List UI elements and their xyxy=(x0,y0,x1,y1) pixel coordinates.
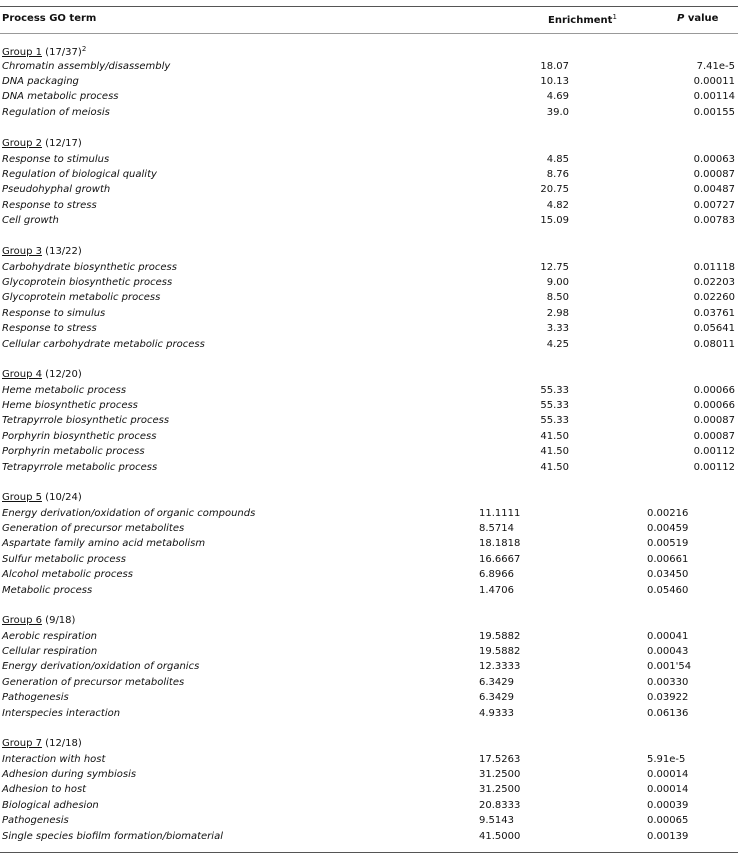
p-value-label: value xyxy=(684,13,719,24)
table-row xyxy=(0,569,738,584)
p-value-cell: 0.00112 xyxy=(693,461,735,473)
table-top-rule xyxy=(0,6,738,7)
group-name: Group 4 xyxy=(2,369,42,380)
enrichment-cell: 20.75 xyxy=(540,184,569,196)
go-term-cell: Tetrapyrrole biosynthetic process xyxy=(2,415,170,427)
group-count: (17/37) xyxy=(42,47,82,58)
group-header-row xyxy=(0,369,738,384)
enrichment-cell: 11.1111 xyxy=(479,507,521,519)
go-term-cell: Cellular carbohydrate metabolic process xyxy=(2,338,205,350)
enrichment-cell: 6.3429 xyxy=(479,692,514,704)
p-value-cell: 0.01118 xyxy=(693,261,735,273)
table-row xyxy=(0,76,738,91)
enrichment-cell: 10.13 xyxy=(540,75,569,87)
go-term-cell: Glycoprotein metabolic process xyxy=(2,292,161,304)
go-term-cell: Pseudohyphal growth xyxy=(2,184,111,196)
go-term-cell: Heme metabolic process xyxy=(2,384,127,396)
go-term-cell: Generation of precursor metabolites xyxy=(2,676,185,688)
group-count: (12/17) xyxy=(42,138,82,149)
table-row xyxy=(0,831,738,846)
group-header-row xyxy=(0,246,738,261)
go-term-cell: Sulfur metabolic process xyxy=(2,553,126,565)
enrichment-cell: 8.50 xyxy=(546,292,569,304)
go-term-cell: DNA metabolic process xyxy=(2,91,119,103)
enrichment-cell: 16.6667 xyxy=(479,553,521,565)
group-count: (10/24) xyxy=(42,492,82,503)
column-header-p-value xyxy=(677,13,718,24)
p-value-cell: 0.001'54 xyxy=(647,661,692,673)
go-term-cell: Cellular respiration xyxy=(2,645,98,657)
go-term-cell: Chromatin assembly/disassembly xyxy=(2,60,171,72)
group-label xyxy=(2,738,82,749)
go-term-cell: Regulation of meiosis xyxy=(2,106,110,118)
p-value-cell: 0.05460 xyxy=(647,584,689,596)
go-term-cell: Energy derivation/oxidation of organics xyxy=(2,661,200,673)
p-value-cell: 0.00011 xyxy=(693,75,735,87)
table-row xyxy=(0,554,738,569)
go-term-cell: Pathogenesis xyxy=(2,692,69,704)
enrichment-cell: 12.75 xyxy=(540,261,569,273)
p-value-cell: 7.41e-5 xyxy=(696,60,735,72)
table-row xyxy=(0,446,738,461)
p-value-cell: 0.00066 xyxy=(693,384,735,396)
group-label xyxy=(2,246,82,257)
table-row xyxy=(0,400,738,415)
enrichment-cell: 19.5882 xyxy=(479,630,521,642)
p-italic: P xyxy=(677,13,685,24)
table-row xyxy=(0,169,738,184)
group-label xyxy=(2,138,82,149)
group-name: Group 7 xyxy=(2,738,42,749)
enrichment-cell: 4.69 xyxy=(546,91,569,103)
enrichment-cell: 4.85 xyxy=(546,153,569,165)
p-value-cell: 0.00727 xyxy=(693,199,735,211)
p-value-cell: 0.00039 xyxy=(647,799,689,811)
go-term-cell: Adhesion during symbiosis xyxy=(2,768,137,780)
go-term-cell: Response to stress xyxy=(2,199,97,211)
p-value-cell: 0.00087 xyxy=(693,430,735,442)
enrichment-cell: 4.82 xyxy=(546,199,569,211)
group-header-row xyxy=(0,138,738,153)
table-row xyxy=(0,215,738,230)
table-row xyxy=(0,769,738,784)
group-header-row xyxy=(0,45,738,60)
go-term-cell: Adhesion to host xyxy=(2,784,87,796)
table-row xyxy=(0,262,738,277)
group-label xyxy=(2,492,82,503)
enrichment-cell: 4.9333 xyxy=(479,707,514,719)
table-row xyxy=(0,462,738,477)
table-row xyxy=(0,308,738,323)
enrichment-cell: 39.0 xyxy=(546,106,569,118)
p-value-cell: 5.91e-5 xyxy=(647,753,686,765)
table-row xyxy=(0,692,738,707)
enrichment-cell: 41.50 xyxy=(540,461,569,473)
go-term-cell: Interspecies interaction xyxy=(2,707,121,719)
table-row xyxy=(0,339,738,354)
enrichment-cell: 12.3333 xyxy=(479,661,521,673)
go-term-cell: Heme biosynthetic process xyxy=(2,399,138,411)
enrichment-cell: 17.5263 xyxy=(479,753,521,765)
enrichment-cell: 55.33 xyxy=(540,384,569,396)
enrichment-cell: 18.1818 xyxy=(479,538,521,550)
go-term-cell: Response to stimulus xyxy=(2,153,110,165)
p-value-cell: 0.03922 xyxy=(647,692,689,704)
table-row xyxy=(0,784,738,799)
p-value-cell: 0.00487 xyxy=(693,184,735,196)
table-row xyxy=(0,415,738,430)
group-name: Group 2 xyxy=(2,138,42,149)
go-term-cell: Response to simulus xyxy=(2,307,106,319)
group-count: (12/18) xyxy=(42,738,82,749)
go-term-cell: Aspartate family amino acid metabolism xyxy=(2,538,206,550)
enrichment-cell: 1.4706 xyxy=(479,584,514,596)
table-row xyxy=(0,184,738,199)
p-value-cell: 0.00014 xyxy=(647,768,689,780)
enrichment-cell: 41.50 xyxy=(540,430,569,442)
table-row xyxy=(0,661,738,676)
table-row xyxy=(0,107,738,122)
p-value-cell: 0.00330 xyxy=(647,676,689,688)
go-term-cell: Biological adhesion xyxy=(2,799,99,811)
group-name: Group 3 xyxy=(2,246,42,257)
table-row xyxy=(0,646,738,661)
group-name: Group 1 xyxy=(2,47,42,58)
column-header-enrichment xyxy=(548,13,617,26)
table-row xyxy=(0,631,738,646)
group-count: (13/22) xyxy=(42,246,82,257)
table-row xyxy=(0,385,738,400)
go-term-cell: Generation of precursor metabolites xyxy=(2,522,185,534)
go-term-cell: Porphyrin metabolic process xyxy=(2,446,145,458)
table-row xyxy=(0,754,738,769)
enrichment-cell: 6.3429 xyxy=(479,676,514,688)
table-row xyxy=(0,154,738,169)
group-label xyxy=(2,615,75,626)
p-value-cell: 0.05641 xyxy=(693,323,735,335)
p-value-cell: 0.00155 xyxy=(693,106,735,118)
table-row xyxy=(0,323,738,338)
table-row xyxy=(0,800,738,815)
go-term-cell: Regulation of biological quality xyxy=(2,168,157,180)
enrichment-cell: 9.00 xyxy=(546,276,569,288)
enrichment-cell: 20.8333 xyxy=(479,799,521,811)
p-value-cell: 0.00065 xyxy=(647,815,689,827)
table-row xyxy=(0,677,738,692)
table-row xyxy=(0,91,738,106)
p-value-cell: 0.08011 xyxy=(693,338,735,350)
table-row xyxy=(0,61,738,76)
go-term-cell: Porphyrin biosynthetic process xyxy=(2,430,157,442)
enrichment-cell: 55.33 xyxy=(540,415,569,427)
enrichment-cell: 18.07 xyxy=(540,60,569,72)
p-value-cell: 0.00043 xyxy=(647,645,689,657)
enrichment-cell: 41.5000 xyxy=(479,830,521,842)
go-term-cell: Glycoprotein biosynthetic process xyxy=(2,276,173,288)
enrichment-cell: 8.76 xyxy=(546,168,569,180)
enrichment-cell: 9.5143 xyxy=(479,815,514,827)
header-rule xyxy=(0,33,738,34)
group-name: Group 6 xyxy=(2,615,42,626)
table-row xyxy=(0,815,738,830)
table-bottom-rule xyxy=(0,852,738,853)
table-row xyxy=(0,538,738,553)
enrichment-cell: 55.33 xyxy=(540,399,569,411)
go-term-cell: Metabolic process xyxy=(2,584,93,596)
table-row xyxy=(0,277,738,292)
go-term-cell: DNA packaging xyxy=(2,75,79,87)
group-count: (9/18) xyxy=(42,615,76,626)
p-value-cell: 0.00087 xyxy=(693,415,735,427)
go-term-cell: Interaction with host xyxy=(2,753,106,765)
p-value-cell: 0.06136 xyxy=(647,707,689,719)
group-label xyxy=(2,45,86,58)
group-name: Group 5 xyxy=(2,492,42,503)
group-header-row xyxy=(0,492,738,507)
go-term-cell: Alcohol metabolic process xyxy=(2,569,133,581)
p-value-cell: 0.02260 xyxy=(693,292,735,304)
table-row xyxy=(0,508,738,523)
enrichment-label: Enrichment xyxy=(548,15,613,26)
group-header-row xyxy=(0,738,738,753)
table-row xyxy=(0,708,738,723)
go-term-cell: Single species biofilm formation/biomaterial xyxy=(2,830,223,842)
p-value-cell: 0.00139 xyxy=(647,830,689,842)
enrichment-cell: 3.33 xyxy=(546,323,569,335)
p-value-cell: 0.00014 xyxy=(647,784,689,796)
go-term-cell: Carbohydrate biosynthetic process xyxy=(2,261,177,273)
go-term-cell: Aerobic respiration xyxy=(2,630,98,642)
group-count: (12/20) xyxy=(42,369,82,380)
enrichment-cell: 4.25 xyxy=(546,338,569,350)
enrichment-cell: 41.50 xyxy=(540,446,569,458)
group-label xyxy=(2,369,82,380)
p-value-cell: 0.00216 xyxy=(647,507,689,519)
p-value-cell: 0.00063 xyxy=(693,153,735,165)
go-term-cell: Pathogenesis xyxy=(2,815,69,827)
p-value-cell: 0.00783 xyxy=(693,215,735,227)
group-footnote-mark: 2 xyxy=(81,45,87,53)
p-value-cell: 0.00661 xyxy=(647,553,689,565)
enrichment-cell: 31.2500 xyxy=(479,784,521,796)
column-header-term: Process GO term xyxy=(2,13,97,24)
go-term-cell: Cell growth xyxy=(2,215,59,227)
p-value-cell: 0.03450 xyxy=(647,569,689,581)
table-row xyxy=(0,200,738,215)
table-row xyxy=(0,292,738,307)
go-term-cell: Response to stress xyxy=(2,323,97,335)
p-value-cell: 0.00114 xyxy=(693,91,735,103)
enrichment-cell: 19.5882 xyxy=(479,645,521,657)
p-value-cell: 0.00041 xyxy=(647,630,689,642)
go-term-cell: Energy derivation/oxidation of organic compounds xyxy=(2,507,256,519)
p-value-cell: 0.03761 xyxy=(693,307,735,319)
p-value-cell: 0.00087 xyxy=(693,168,735,180)
p-value-cell: 0.02203 xyxy=(693,276,735,288)
p-value-cell: 0.00066 xyxy=(693,399,735,411)
enrichment-footnote-mark: 1 xyxy=(612,13,617,21)
p-value-cell: 0.00459 xyxy=(647,522,689,534)
table-row xyxy=(0,431,738,446)
go-term-cell: Tetrapyrrole metabolic process xyxy=(2,461,158,473)
group-header-row xyxy=(0,615,738,630)
p-value-cell: 0.00112 xyxy=(693,446,735,458)
table-row xyxy=(0,523,738,538)
enrichment-cell: 8.5714 xyxy=(479,522,514,534)
enrichment-cell: 6.8966 xyxy=(479,569,514,581)
enrichment-cell: 31.2500 xyxy=(479,768,521,780)
table-row xyxy=(0,585,738,600)
p-value-cell: 0.00519 xyxy=(647,538,689,550)
enrichment-cell: 2.98 xyxy=(546,307,569,319)
enrichment-cell: 15.09 xyxy=(540,215,569,227)
